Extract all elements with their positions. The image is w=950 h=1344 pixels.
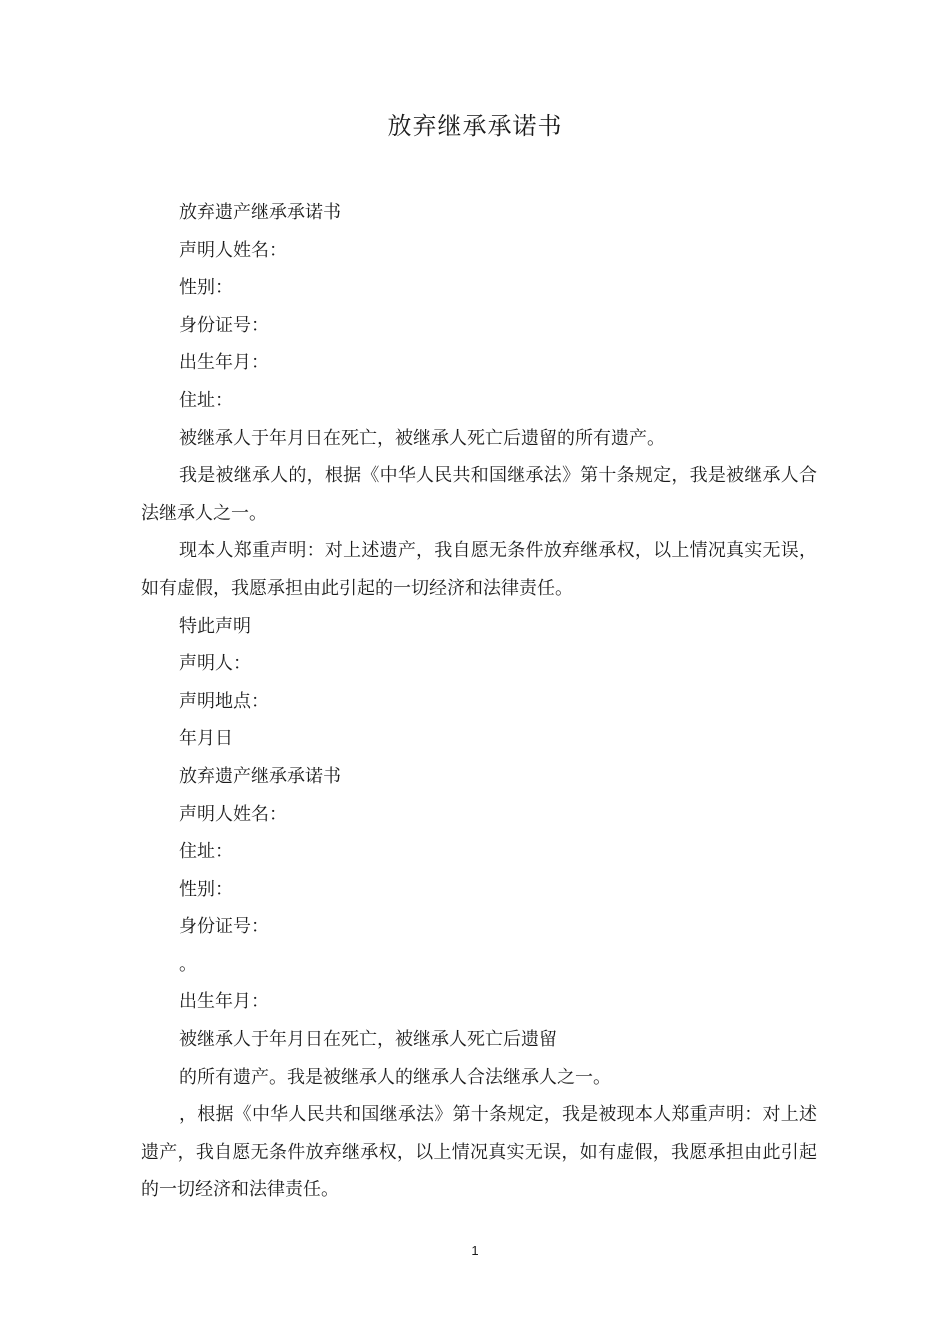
page-number: 1 xyxy=(471,1243,479,1258)
paragraph: 被继承人于年月日在死亡，被继承人死亡后遗留的所有遗产。 xyxy=(179,427,665,449)
paragraph: 身份证号： xyxy=(179,314,269,336)
paragraph: 放弃遗产继承承诺书 xyxy=(179,202,341,223)
paragraph: 住址： xyxy=(179,841,233,863)
paragraph: 声明人： xyxy=(179,653,251,675)
paragraph: 的所有遗产。我是被继承人的继承人合法继承人之一。 xyxy=(179,1066,611,1088)
paragraph: 放弃遗产继承承诺书 xyxy=(179,765,341,787)
paragraph: 住址： xyxy=(179,389,233,411)
page-title: 放弃继承承诺书 xyxy=(387,112,563,140)
paragraph: 声明人姓名： xyxy=(179,803,287,825)
paragraph: 声明地点： xyxy=(179,690,269,712)
paragraph: 出生年月： xyxy=(179,352,269,374)
paragraph: ，根据《中华人民共和国继承法》第十条规定，我是被现本人郑重声明：对上述遗产，我自愿无条件放弃继承权，以上情况真实无误，如有虚假，我愿承担由此引起的一切经济和法律责任。 xyxy=(141,1104,817,1201)
paragraph: 特此声明 xyxy=(179,615,251,637)
paragraph: 身份证号： xyxy=(179,916,269,938)
paragraph: 性别： xyxy=(179,277,233,299)
paragraph: 出生年月： xyxy=(179,991,269,1013)
paragraph: 年月日 xyxy=(179,728,233,750)
paragraph: 现本人郑重声明：对上述遗产，我自愿无条件放弃继承权，以上情况真实无误，如有虚假，我愿承担由此引起的一切经济和法律责任。 xyxy=(141,540,817,599)
paragraph: 。 xyxy=(179,953,197,975)
paragraph: 性别： xyxy=(179,878,233,900)
document-body xyxy=(141,194,817,1209)
paragraph: 声明人姓名： xyxy=(179,239,287,261)
paragraph: 我是被继承人的，根据《中华人民共和国继承法》第十条规定，我是被继承人合法继承人之一。 xyxy=(141,465,817,524)
paragraph: 被继承人于年月日在死亡，被继承人死亡后遗留 xyxy=(179,1029,557,1051)
